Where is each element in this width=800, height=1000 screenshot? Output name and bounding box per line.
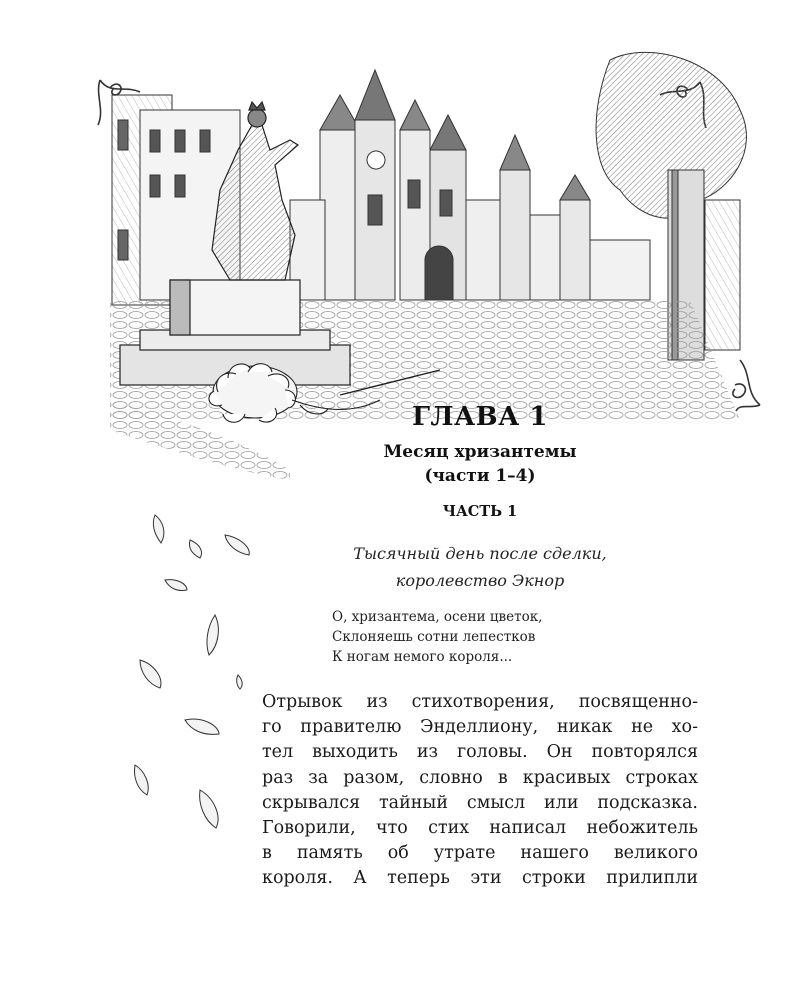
body-line: Отрывок из стихотворения, посвященно- — [262, 692, 698, 712]
body-line: скрывался тайный смысл или подсказка. — [262, 792, 698, 813]
body-line: раз за разом, словно в красивых строках — [262, 767, 698, 788]
epigraph-line: Тысячный день после сделки, — [353, 544, 607, 563]
body-paragraph — [262, 690, 698, 892]
body-line: Говорили, что стих написал небожитель — [262, 818, 698, 839]
castle — [290, 70, 650, 300]
body-line: го правителю Энделлиону, никак не хо- — [262, 717, 698, 738]
chapter-title: ГЛАВА 1 — [412, 402, 548, 432]
body-line: тел выходить из головы. Он повторялся — [262, 742, 698, 763]
chapter-subtitle-line: (части 1–4) — [424, 466, 536, 486]
poem-line: К ногам немого короля... — [332, 649, 513, 665]
poem-excerpt — [332, 607, 542, 667]
body-line: короля. А теперь эти строки прилипли — [262, 868, 698, 889]
poem-line: О, хризантема, осени цветок, — [332, 609, 543, 625]
chapter-subtitle-line: Месяц хризантемы — [383, 442, 577, 462]
chapter-subtitle — [330, 440, 630, 488]
poem-line: Склоняешь сотни лепестков — [332, 629, 536, 645]
epigraph — [330, 540, 630, 594]
epigraph-line: королевство Экнор — [395, 571, 565, 590]
part-title: ЧАСТЬ 1 — [442, 503, 518, 520]
falling-petals — [120, 500, 270, 860]
body-line: в память об утрате нашего великого — [262, 843, 698, 864]
